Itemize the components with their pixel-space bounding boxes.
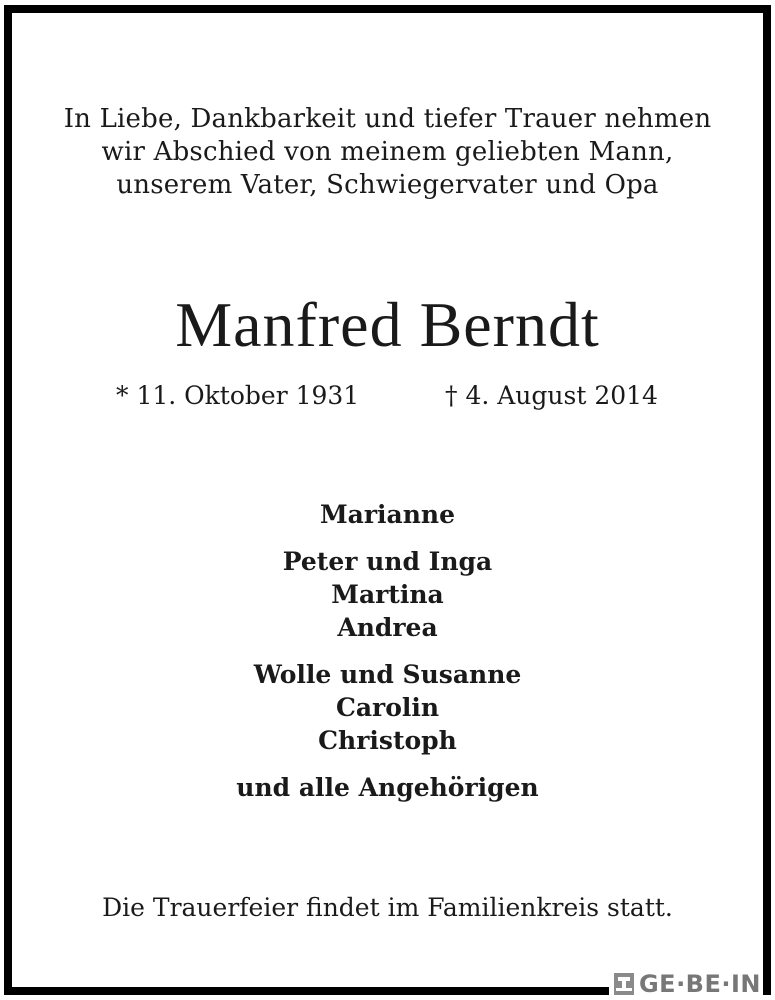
family-member: Marianne bbox=[320, 500, 455, 529]
obituary-notice bbox=[4, 5, 771, 995]
logo-text: GE·BE·IN bbox=[638, 970, 761, 998]
family-member: Christoph bbox=[318, 726, 457, 755]
family-member: und alle Angehörigen bbox=[236, 773, 539, 802]
family-member: Martina bbox=[331, 580, 444, 609]
intro-line: unserem Vater, Schwiegervater und Opa bbox=[116, 170, 659, 200]
death-date: † 4. August 2014 bbox=[445, 381, 658, 410]
deceased-name: Manfred Berndt bbox=[175, 289, 600, 360]
family-list bbox=[12, 498, 763, 818]
intro-line: wir Abschied von meinem geliebten Mann, bbox=[101, 137, 674, 167]
family-member: Peter und Inga bbox=[282, 547, 493, 576]
funeral-note: Die Trauerfeier findet im Familienkreis statt. bbox=[102, 893, 673, 922]
family-group bbox=[12, 545, 763, 644]
family-group bbox=[12, 771, 763, 804]
intro-text bbox=[12, 103, 763, 202]
family-group bbox=[12, 658, 763, 757]
family-member: Andrea bbox=[337, 613, 438, 642]
birth-date: * 11. Oktober 1931 bbox=[116, 381, 360, 410]
intro-line: In Liebe, Dankbarkeit und tiefer Trauer nehmen bbox=[63, 104, 712, 134]
family-group bbox=[12, 498, 763, 531]
gebein-logo-icon bbox=[613, 972, 635, 996]
family-member: Wolle und Susanne bbox=[253, 660, 522, 689]
family-member: Carolin bbox=[335, 693, 440, 722]
publisher-logo bbox=[609, 970, 763, 998]
